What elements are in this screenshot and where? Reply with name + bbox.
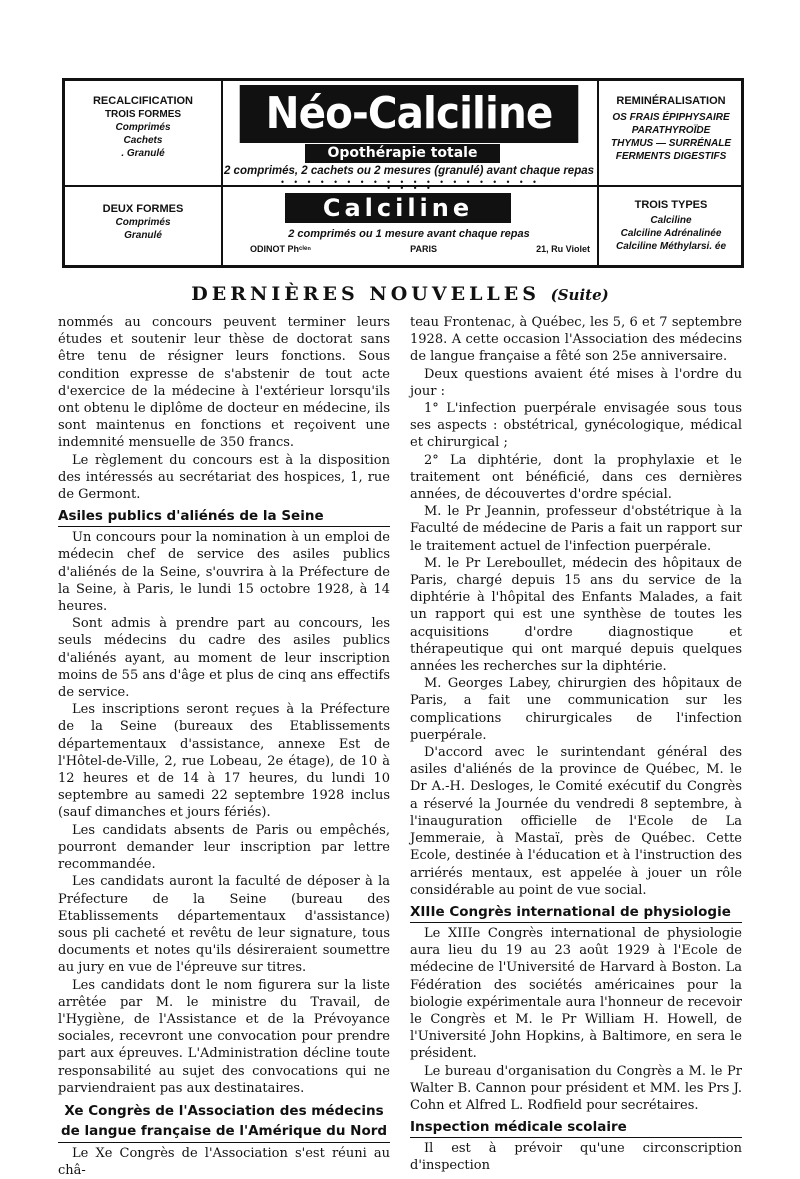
paragraph: M. le Pr Lereboullet, médecin des hôpitaux de Paris, chargé depuis 15 ans du service de la diphtérie à l'hôpital des Enfants Malades, a fait un rapport qui est une synthèse de toutes les acquisitions d'ordre diagnostique et thérapeutique qui ont marqué depuis quelques années les recherches sur la diphtérie. [410,555,742,675]
advertisement [62,78,744,268]
ad-left-bottom [69,203,217,242]
paragraph: Deux questions avaient été mises à l'ordre du jour : [410,366,742,399]
right-column [410,314,742,1175]
ad-item: THYMUS — SURRÉNALE [610,138,731,149]
section-heading: Asiles publics d'aliénés de la Seine [58,507,390,527]
paragraph: 2° La diphtérie, dont la prophylaxie et le traitement ont bénéficié, dans ces dernières années, de découvertes d'ordre spécial. [410,452,742,503]
paragraph: Le bureau d'organisation du Congrès a M. le Pr Walter B. Cannon pour président et MM. les Prs J. Cohn et Alfred L. Rodfield pour secrétaires. [410,1063,742,1113]
paragraph: M. le Pr Jeannin, professeur d'obstétrique à la Faculté de médecine de Paris a fait un rapport sur le traitement actuel de l'infection puerpérale. [410,504,742,554]
paragraph: Le XIIIe Congrès international de physiologie aura lieu du 19 au 23 août 1929 à l'Ecole de médecine de l'Université de Harvard à Boston. La Fédération des sociétés américaines pour la biologie expérimentale aura l'honneur de recevoir le Congrès et M. le Pr William H. Howell, de l'Université John Hopkins, à Baltimore, en sera le président. [410,925,742,1062]
brand-calciline: Calciline [285,193,511,223]
paragraph: Le règlement du concours est à la disposition des intéressés au secrétariat des hospices, 1, rue de Germont. [58,452,390,503]
page-title-suffix: (Suite) [550,286,609,304]
ad-item: Calciline Adrénalinée [620,228,722,239]
paragraph: teau Frontenac, à Québec, les 5, 6 et 7 septembre 1928. A cette occasion l'Association des médecins de langue française a fêté son 25e anniversaire. [410,315,742,365]
brand-subtitle: Opothérapie totale [305,144,500,163]
ad-item: . Granulé [121,148,165,159]
manufacturer-address [250,244,590,255]
ad-right-top [601,95,741,163]
paragraph: Il est à prévoir qu'une circonscription d'inspection [410,1141,742,1174]
ad-item: Calciline Méthylarsi. ée [615,241,727,252]
ad-item: PARATHYROÏDE [631,125,711,136]
ad-left-top [69,95,217,160]
ad-item: Granulé [124,230,162,241]
dotted-separator: • • • • • • • • • • • • • • • • • • • • • • • • [280,178,540,193]
paragraph: Sont admis à prendre part au concours, les seuls médecins du cadre des asiles publics d'aliénés ayant, au moment de leur inscription moins de 55 ans d'âge et plus de cinq ans effectifs de service. [58,616,390,701]
ad-item: OS FRAIS ÉPIPHYSAIRE [612,112,730,123]
ad-heading: DEUX FORMES [102,203,184,215]
section-heading: Xe Congrès de l'Association des médecins de langue française de l'Amérique du Nord [58,1101,390,1143]
ad-right-bottom [601,199,741,253]
paragraph: Les inscriptions seront reçues à la Préfecture de la Seine (bureaux des Etablissements départementaux d'assistance, annexe Est de l'Hôtel-de-Ville, 2, rue Lobeau, 2e étage), de 10 à 12 heures et de 14 à 17 heures, du lundi 10 septembre au samedi 22 septembre 1928 inclus (sauf dimanches et jours fériés). [58,702,390,821]
paragraph: Les candidats auront la faculté de déposer à la Préfecture de la Seine (bureau des Etablissements départementaux d'assistance) sous pli cacheté et revêtu de leur signature, tous documents et notes qu'ils désireraient soumettre au jury en vue de l'épreuve sur titres. [58,874,390,976]
section-heading: XIIIe Congrès international de physiologie [410,903,742,923]
paragraph: D'accord avec le surintendant général des asiles d'aliénés de la province de Québec, M. le Dr A.-H. Desloges, le Comité exécutif du Congrès a réservé la Journée du vendredi 8 septembre, à l'inauguration officielle de l'Ecole de La Jemmeraie, à Mastaï, près de Québec. Cette Ecole, destinée à l'éducation et à l'instruction des arriérés mentaux, est appelée à jouer un rôle considérable au point de vue social. [410,745,742,898]
ad-subheading: TROIS FORMES [104,109,182,120]
ad-item: FERMENTS DIGESTIFS [615,151,727,162]
ad-heading: REMINÉRALISATION [616,95,726,107]
manufacturer-name: ODINOT Phᶜⁱᵉⁿ [250,244,311,254]
left-column [58,314,390,1179]
paragraph: Un concours pour la nomination à un emploi de médecin chef de service des asiles publics d'aliénés de la Seine, s'ouvrira à la Préfecture de la Seine, à Paris, le lundi 15 octobre 1928, à 14 heures. [58,530,390,615]
ad-divider [597,81,599,265]
paragraph: 1° L'infection puerpérale envisagée sous tous ses aspects : obstétrical, gynécologique, médical et chirurgical ; [410,401,742,451]
paragraph: nommés au concours peuvent terminer leurs études et soutenir leur thèse de doctorat sans être tenu de résigner leurs fonctions. Sous condition expresse de s'abstenir de tout acte d'exercice de la médecine à l'extérieur lorsqu'ils ont obtenu le diplôme de docteur en médecine, ils sont maintenus en fonctions et reçoivent une indemnité mensuelle de 350 francs. [58,315,390,451]
brand-neo-calciline: Néo-Calciline [240,85,579,143]
ad-heading: RECALCIFICATION [92,95,193,107]
ad-item: Comprimés [115,122,171,133]
brand-dosage: 2 comprimés ou 1 mesure avant chaque repas [288,228,530,240]
paragraph: Les candidats absents de Paris ou empêchés, pourront demander leur inscription par lettre recommandée. [58,822,390,873]
ad-heading: TROIS TYPES [634,199,708,211]
page-title [0,283,800,305]
ad-item: Calciline [650,215,692,226]
page-title-text: DERNIÈRES NOUVELLES [191,283,540,305]
ad-item: Cachets [123,135,163,146]
brand-dosage: 2 comprimés, 2 cachets ou 2 mesures (granulé) avant chaque repas [223,165,595,177]
paragraph: Le Xe Congrès de l'Association s'est réuni au châ- [58,1145,390,1179]
section-heading: Inspection médicale scolaire [410,1118,742,1138]
manufacturer-city: PARIS [410,244,437,254]
manufacturer-street: 21, Ru Violet [536,244,590,254]
paragraph: Les candidats dont le nom figurera sur la liste arrêtée par M. le ministre du Travail, de l'Hygiène, de l'Assistance et de la Prévoyance sociales, recevront une convocation pour prendre part aux épreuves. L'Administration décline toute responsabilité au sujet des convocations qui ne parviendraient pas aux destinataires. [58,977,390,1096]
ad-item: Comprimés [115,217,171,228]
paragraph: M. Georges Labey, chirurgien des hôpitaux de Paris, a fait une communication sur les complications chirurgicales de l'infection puerpérale. [410,676,742,743]
